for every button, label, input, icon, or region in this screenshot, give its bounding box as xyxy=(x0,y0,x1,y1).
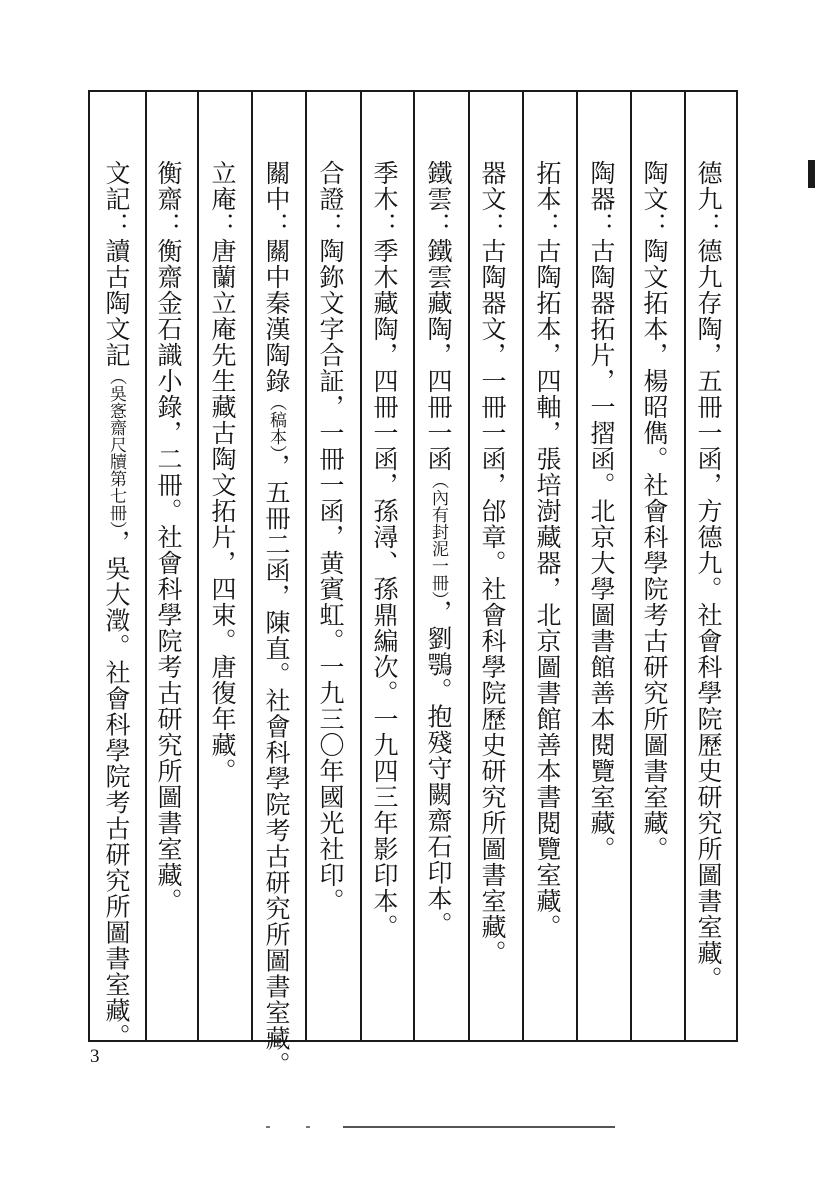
column-rule xyxy=(684,92,686,1040)
entry-note: （稿本） xyxy=(266,394,286,454)
entry-text: 季木：季木藏陶，四冊一函，孫潯、孫鼎編次。一九四三年影印本。 xyxy=(370,160,399,940)
entry-tuoben xyxy=(527,160,567,940)
entry-text: 文記：讀古陶文記 xyxy=(102,160,131,368)
column-rule xyxy=(630,92,632,1040)
column-rule xyxy=(251,92,253,1040)
entry-text: 衡齋：衡齋金石識小錄，二冊。社會科學院考古研究所圖書室藏。 xyxy=(154,160,183,914)
entry-hezheng xyxy=(310,160,350,914)
entry-text: 德九：德九存陶，五冊一函，方德九。社會科學院歷史研究所圖書室藏。 xyxy=(694,160,723,992)
page-number: 3 xyxy=(90,1046,100,1067)
column-rule xyxy=(576,92,578,1040)
entry-text: 陶文：陶文拓本，楊昭儁。社會科學院考古研究所圖書室藏。 xyxy=(640,160,669,862)
entry-text: ，吳大澂。社會科學院考古研究所圖書室藏。 xyxy=(102,529,131,1050)
entry-lian xyxy=(202,160,242,784)
entry-hengzhai xyxy=(148,160,188,914)
entry-text: 拓本：古陶拓本，四軸，張培澍藏器，北京圖書館善本書閱覽室藏。 xyxy=(533,160,562,940)
entry-text: 鐵雲：鐵雲藏陶，四冊一函 xyxy=(424,160,453,472)
column-rule xyxy=(305,92,307,1040)
column-rule xyxy=(197,92,199,1040)
entry-tieyun xyxy=(418,160,458,938)
entry-text: 立庵：唐蘭立庵先生藏古陶文拓片，四束。唐復年藏。 xyxy=(208,160,237,784)
entry-taowen xyxy=(634,160,674,862)
column-rule xyxy=(522,92,524,1040)
entry-text: 陶器：古陶器拓片，一摺函。北京大學圖書館善本閱覽室藏。 xyxy=(587,160,616,862)
entry-note: （內有封泥一冊） xyxy=(428,472,448,600)
entry-guanzhong xyxy=(256,160,296,1078)
entry-text: 合證：陶鉨文字合証，一冊一函，黄賓虹。一九三〇年國光社印。 xyxy=(316,160,345,914)
scan-artifact xyxy=(266,1126,270,1128)
entry-text: 關中：關中秦漢陶錄 xyxy=(262,160,291,394)
entry-dejiu xyxy=(688,160,728,992)
column-rule xyxy=(360,92,362,1040)
entry-note: （吳愙齋尺牘第七冊） xyxy=(106,368,126,530)
entry-text: ，劉鶚。抱殘守闕齋石印本。 xyxy=(424,599,453,938)
entry-jimu xyxy=(364,160,404,940)
entry-text: 器文：古陶器文，一冊一函，邰章。社會科學院歷史研究所圖書室藏。 xyxy=(478,160,507,966)
column-rule xyxy=(468,92,470,1040)
entry-taoqi xyxy=(581,160,621,862)
column-rule xyxy=(145,92,147,1040)
margin-mark xyxy=(808,160,815,188)
column-rule xyxy=(413,92,415,1040)
entry-wenji xyxy=(96,160,136,1050)
bottom-rule xyxy=(343,1126,615,1128)
entry-qiwen xyxy=(472,160,512,966)
entry-text: ，五冊二函，陳直。社會科學院考古研究所圖書室藏。 xyxy=(262,453,291,1078)
scan-artifact xyxy=(306,1126,310,1128)
